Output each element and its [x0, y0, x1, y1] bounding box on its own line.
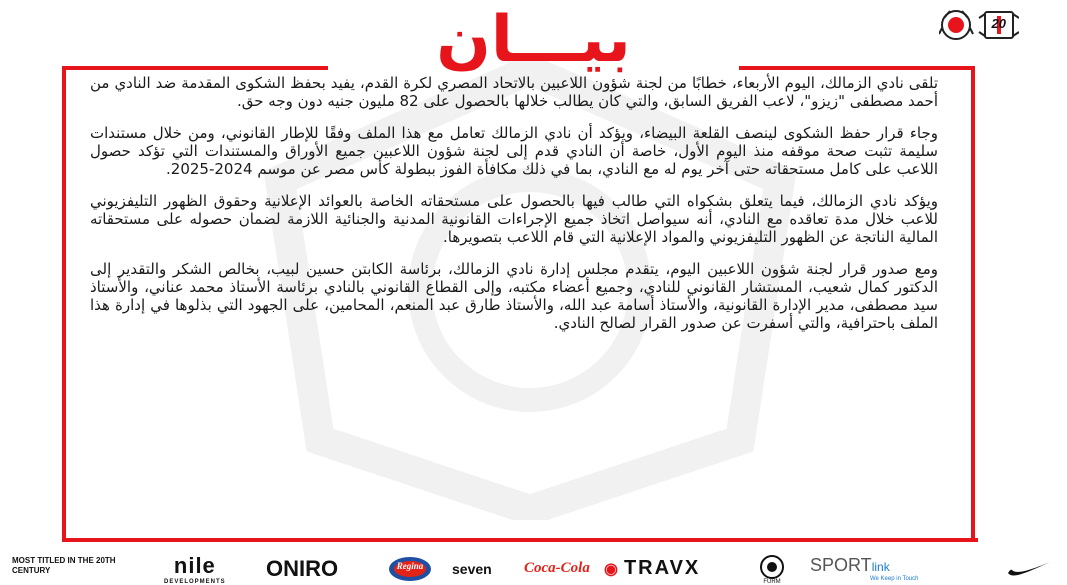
- statement-body: [90, 74, 938, 346]
- sportlink-logo-suffix: link: [871, 560, 890, 574]
- frame-bottom: [62, 538, 978, 542]
- statement-paragraph-3: ويؤكد نادي الزمالك، فيما يتعلق بشكواه التي طالب فيها بالحصول على مستحقاته الخاصة بالعوائد الإعلانية وحقوق الظهور التليفزيوني للاعب خلال مدة تعاقده مع النادي، أنه سيواصل اتخاذ جميع الإجراءات القانونية المدنية والجنائية اللازمة لضمان حصوله على مستحقاته المالية الناتجة عن الظهور التليفزيوني والمواد الإعلانية التي قام اللاعب بتصويرها.: [90, 192, 938, 246]
- seven-logo: seven: [452, 560, 492, 577]
- frame-top-right: [739, 66, 975, 70]
- travx-logo: [604, 552, 700, 585]
- coca-cola-logo: Coca-Cola: [524, 560, 590, 576]
- furm-logo-text: FURM: [763, 579, 781, 585]
- frame-right: [971, 66, 975, 542]
- frame-top-left: [62, 66, 328, 70]
- sportlink-tagline: We Keep in Touch: [870, 576, 919, 582]
- oniro-logo: ONIRO: [266, 555, 339, 581]
- nile-logo-subtext: DEVELOPMENTS: [164, 578, 226, 585]
- zamalek-crest-icon: [939, 8, 1019, 42]
- travx-mark-icon: ◉: [604, 560, 620, 578]
- nile-developments-logo: [164, 552, 226, 585]
- nile-logo-text: nile: [173, 552, 216, 578]
- anniversary-badge: 20: [991, 16, 1006, 31]
- statement-paragraph-2: وجاء قرار حفظ الشكوى لينصف القلعة البيضاء، ويؤكد أن نادي الزمالك تعامل مع هذا الملف وفقًا للإطار القانوني، ومن خلال مستندات سليمة تثبت صحة موقفه منذ اليوم الأول، خاصة أن النادي قدم إلى لجنة شؤون اللاعبين جميع الأوراق والمستندات التي تؤكد حصول اللاعب على كامل مستحقاته حتى آخر يوم له مع النادي، بما في ذلك مكافأة الفوز ببطولة كأس مصر عن موسم 2024-2025.: [90, 124, 938, 178]
- nike-logo: [1004, 552, 1054, 585]
- nike-swoosh-icon: [1006, 560, 1052, 578]
- frame-left: [62, 66, 66, 542]
- statement-title: بيـــان: [436, 3, 631, 77]
- furm-logo: [752, 552, 792, 585]
- sponsor-footer: [0, 552, 1067, 585]
- most-titled-tagline: MOST TITLED IN THE 20TH CENTURY: [12, 556, 116, 575]
- statement-paragraph-4: ومع صدور قرار لجنة شؤون اللاعبين اليوم، يتقدم مجلس إدارة نادي الزمالك، برئاسة الكابتن حسين لبيب، بخالص الشكر والتقدير إلى الدكتور كمال شعيب، المستشار القانوني للنادي، وجميع أعضاء مكتبه، وإلى القطاع القانوني بالنادي برئاسة الأستاذ محمد عناني، والأستاذ سيد مصطفى، مدير الإدارة القانونية، والأستاذ أسامة عبد الله، والأستاذ طارق عبد المنعم، المحامين، على الجهود التي بذلوها في إدارة هذا الملف باحترافية، والتي أسفرت عن صدور القرار لصالح النادي.: [90, 260, 938, 332]
- travx-logo-text: TRAVX: [623, 557, 701, 579]
- regina-logo: [388, 552, 432, 585]
- statement-paragraph-1: تلقى نادي الزمالك، اليوم الأربعاء، خطابًا من لجنة شؤون اللاعبين بالاتحاد المصري لكرة القدم، يفيد بحفظ الشكوى المقدمة ضد النادي من أحمد مصطفى "زيزو"، لاعب الفريق السابق، والتي كان يطالب خلالها بالحصول على 82 مليون جنيه دون وجه حق.: [90, 74, 938, 110]
- sportlink-logo: [810, 552, 918, 585]
- regina-logo-text: Regina: [396, 561, 424, 571]
- sportlink-logo-text: SPORT: [810, 555, 872, 575]
- club-logo: [939, 8, 1019, 42]
